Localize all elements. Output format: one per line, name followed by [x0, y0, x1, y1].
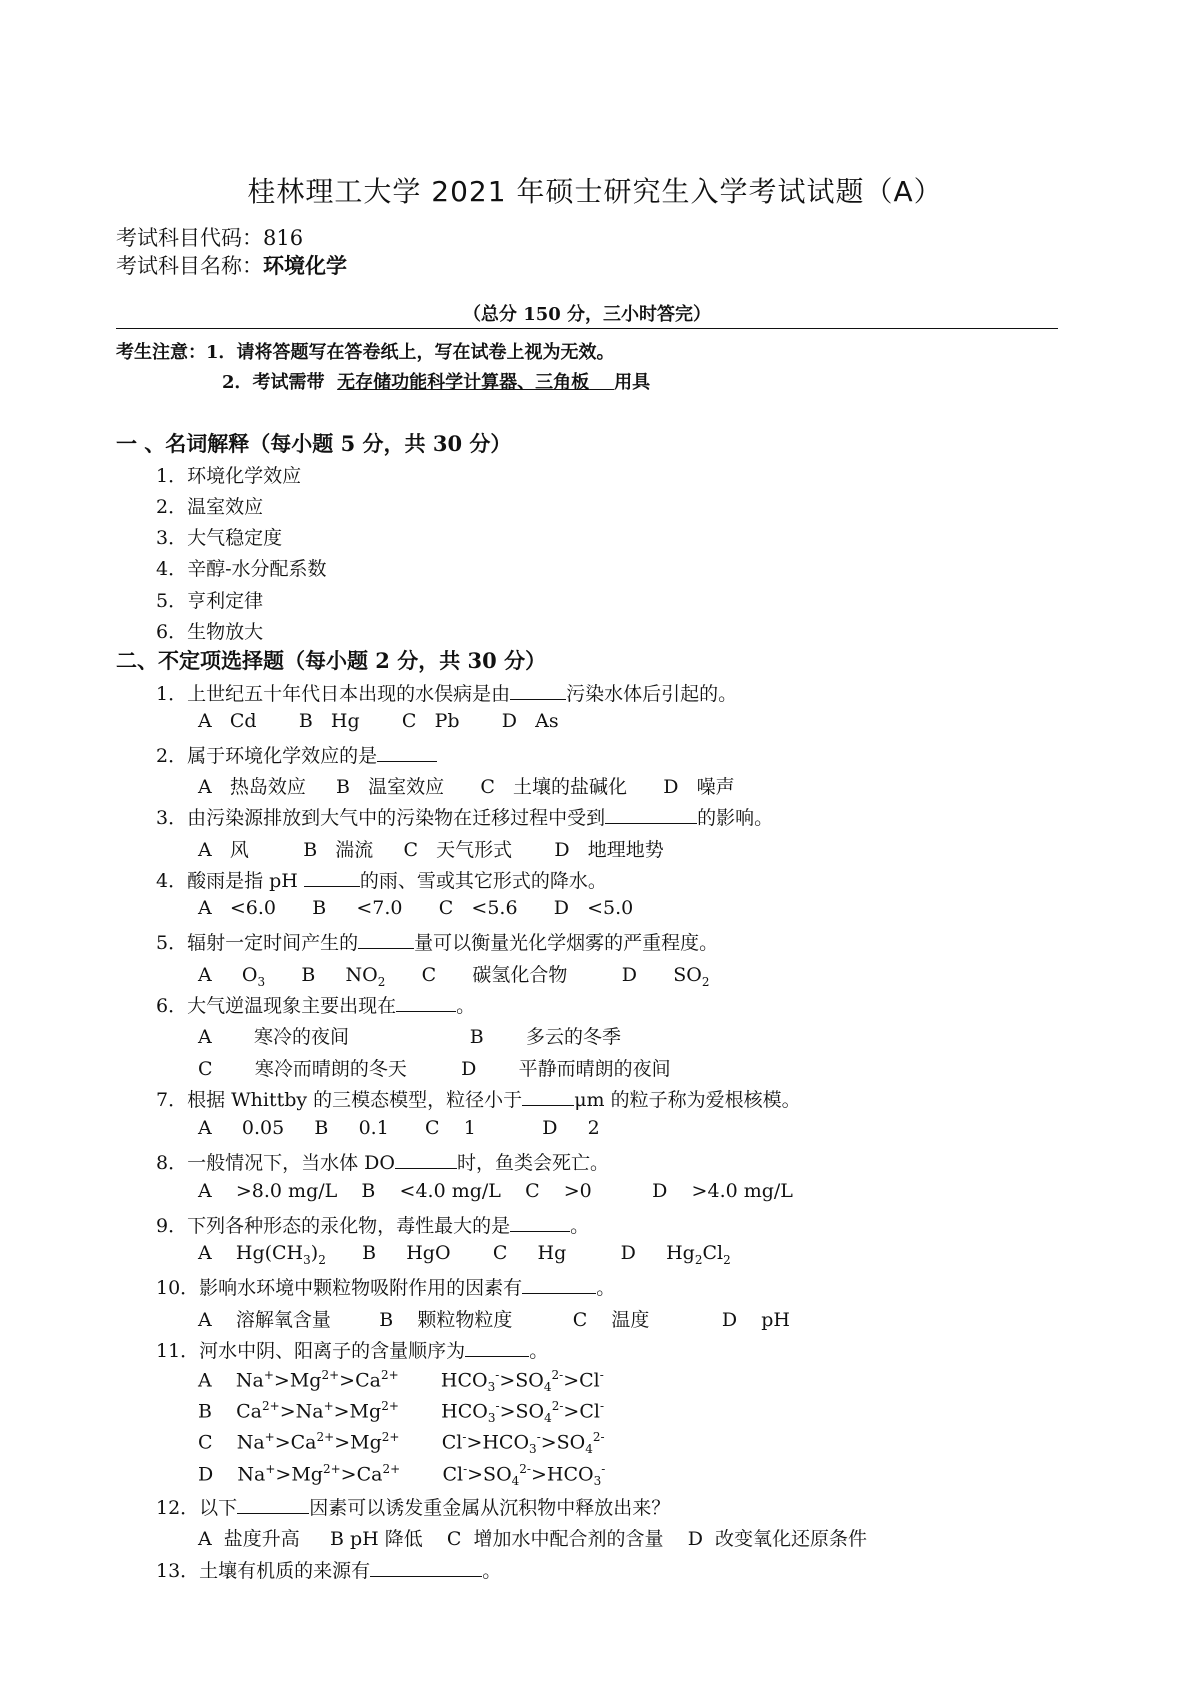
term-item: 6．生物放大 — [156, 621, 264, 643]
subject-name: 环境化学 — [263, 254, 347, 278]
question-7: 7．根据 Whittby 的三模态模型，粒径小于 μm 的粒子称为爱根核模。 — [156, 1089, 801, 1111]
section1-heading: 一 、名词解释（每小题 5 分，共 30 分） — [116, 431, 512, 456]
term-item: 5．亨利定律 — [156, 590, 264, 612]
score-note: （总分 150 分，三小时答完） — [116, 300, 1058, 329]
question-6: 6．大气逆温现象主要出现在 。 — [156, 995, 476, 1017]
question-2-options: A 热岛效应 B 温室效应 C 土壤的盐碱化 D 噪声 — [198, 776, 735, 798]
question-9-options: A $Hg(CH_3)_2$ B HgO C Hg D $Hg_2Cl_2$ — [198, 1242, 731, 1267]
question-4: 4．酸雨是指 pH 的雨、雪或其它形式的降水。 — [156, 870, 607, 892]
question-13: 13．土壤有机质的来源有 。 — [156, 1560, 502, 1582]
term-item: 4．辛醇-水分配系数 — [156, 558, 327, 580]
term-item: 2．温室效应 — [156, 496, 264, 518]
question-3: 3．由污染源排放到大气中的污染物在迁移过程中受到 的影响。 — [156, 807, 774, 829]
question-11-option-a: A $Na^+>Mg^{2+}>Ca^{2+}$ $HCO_3^->SO_4^{2-}>Cl^-$ — [198, 1368, 604, 1395]
subject-code: 816 — [263, 226, 304, 250]
question-8-options: A >8.0 mg/L B <4.0 mg/L C >0 D >4.0 mg/L — [198, 1180, 793, 1202]
question-7-options: A 0.05 B 0.1 C 1 D 2 — [198, 1117, 600, 1139]
page-title: 桂林理工大学 2021 年硕士研究生入学考试试题（A） — [247, 175, 943, 208]
question-12-options: A 盐度升高 B pH 降低 C 增加水中配合剂的含量 D 改变氧化还原条件 — [198, 1528, 868, 1550]
subject-code-line — [116, 222, 303, 252]
notice-line-2 — [222, 368, 650, 394]
question-10: 10．影响水环境中颗粒物吸附作用的因素有 。 — [156, 1277, 616, 1299]
question-2: 2．属于环境化学效应的是 — [156, 741, 437, 768]
question-11-option-d: D $Na^+>Mg^{2+}>Ca^{2+}$ $Cl^->SO_4^{2-}>HCO_3^-$ — [198, 1462, 606, 1489]
term-item: 1．环境化学效应 — [156, 465, 302, 487]
question-6-options-1: A 寒冷的夜间 B 多云的冬季 — [198, 1026, 622, 1048]
question-1-options: A Cd B Hg C Pb D As — [198, 710, 559, 732]
subject-code-label: 考试科目代码： — [116, 226, 263, 250]
question-3-options: A 风 B 湍流 C 天气形式 D 地理地势 — [198, 839, 664, 861]
question-11-option-c: C $Na^+>Ca^{2+}>Mg^{2+}$ $Cl^->HCO_3^->SO_4^{2-}$ — [198, 1430, 605, 1457]
notice-line-1 — [116, 338, 615, 364]
notice-2-suffix: 用具 — [614, 372, 651, 393]
question-5-options: A $O_3$ B $NO_2$ C 碳氢化合物 D $SO_2$ — [198, 964, 710, 989]
question-11-option-b: B $Ca^{2+}>Na^+>Mg^{2+}$ $HCO_3^->SO_4^{2-}>Cl^-$ — [198, 1399, 605, 1426]
notice-2-tools: 无存储功能科学计算器、三角板 — [337, 372, 590, 393]
question-6-options-2: C 寒冷而晴朗的冬天 D 平静而晴朗的夜间 — [198, 1058, 671, 1080]
question-1: 1．上世纪五十年代日本出现的水俣病是由 污染水体后引起的。 — [156, 683, 738, 705]
question-11: 11．河水中阴、阳离子的含量顺序为 。 — [156, 1340, 549, 1362]
term-item: 3．大气稳定度 — [156, 527, 283, 549]
notice-2-prefix: 2．考试需带 — [222, 372, 325, 393]
notice-label: 考生注意： — [116, 342, 206, 363]
question-8: 8．一般情况下，当水体 DO 时，鱼类会死亡。 — [156, 1152, 609, 1174]
question-4-options: A <6.0 B <7.0 C <5.6 D <5.0 — [198, 897, 634, 919]
subject-name-line — [116, 250, 347, 280]
section2-heading: 二、不定项选择题（每小题 2 分，共 30 分） — [116, 648, 547, 673]
subject-name-label: 考试科目名称： — [116, 254, 263, 278]
notice-1: 1．请将答题写在答卷纸上，写在试卷上视为无效。 — [206, 342, 615, 363]
question-9: 9．下列各种形态的汞化物，毒性最大的是 。 — [156, 1215, 590, 1237]
question-12: 12．以下 因素可以诱发重金属从沉积物中释放出来？ — [156, 1497, 671, 1519]
question-5: 5．辐射一定时间产生的 量可以衡量光化学烟雾的严重程度。 — [156, 932, 719, 954]
question-10-options: A 溶解氧含量 B 颗粒物粒度 C 温度 D pH — [198, 1309, 791, 1331]
